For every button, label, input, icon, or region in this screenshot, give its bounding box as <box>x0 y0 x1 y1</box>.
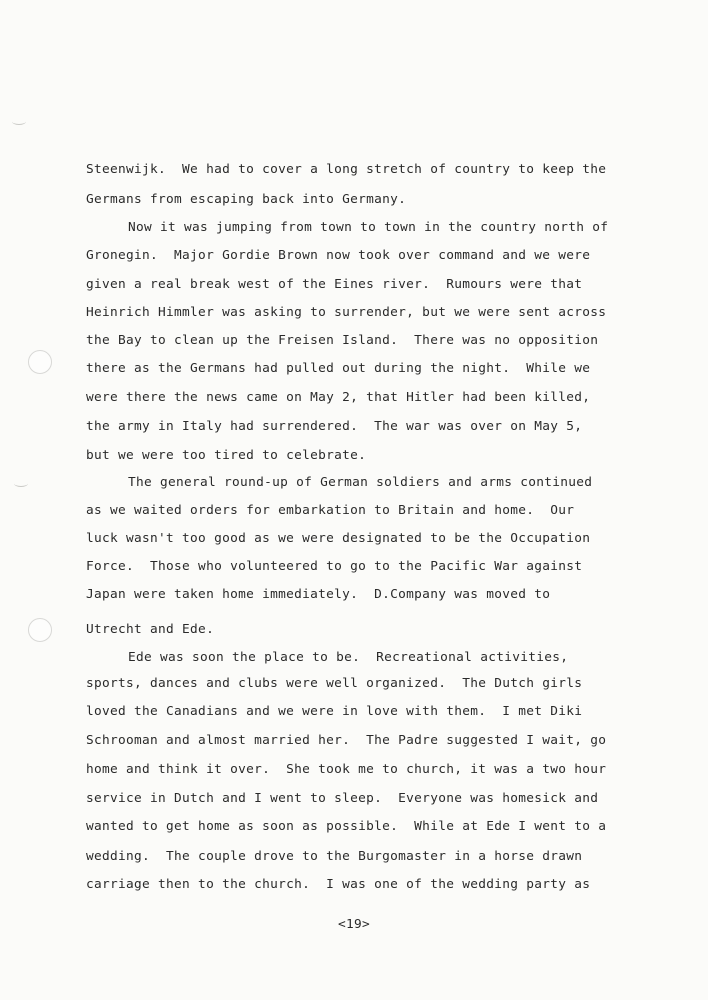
text-line: were there the news came on May 2, that Hitler had been killed, <box>86 390 591 405</box>
punch-hole <box>28 350 52 374</box>
text-line: loved the Canadians and we were in love with them. I met Diki <box>86 704 583 719</box>
text-line: there as the Germans had pulled out during the night. While we <box>86 361 591 376</box>
left-margin-mark <box>14 480 28 487</box>
text-line: Ede was soon the place to be. Recreational activities, <box>128 650 569 665</box>
text-line: Force. Those who volunteered to go to the Pacific War against <box>86 559 583 574</box>
text-line: wedding. The couple drove to the Burgomaster in a horse drawn <box>86 849 583 864</box>
page-number: <19> <box>337 917 371 932</box>
text-line: The general round-up of German soldiers and arms continued <box>128 475 593 490</box>
text-line: the Bay to clean up the Freisen Island. There was no opposition <box>86 333 599 348</box>
text-line: Gronegin. Major Gordie Brown now took over command and we were <box>86 248 591 263</box>
text-line: sports, dances and clubs were well organized. The Dutch girls <box>86 676 583 691</box>
text-line: wanted to get home as soon as possible. While at Ede I went to a <box>86 819 607 834</box>
text-line: Utrecht and Ede. <box>86 622 215 637</box>
left-margin-mark <box>12 118 26 125</box>
text-line: but we were too tired to celebrate. <box>86 448 367 463</box>
text-line: Germans from escaping back into Germany. <box>86 192 407 207</box>
text-line: carriage then to the church. I was one of the wedding party as <box>86 877 591 892</box>
text-line: home and think it over. She took me to church, it was a two hour <box>86 762 607 777</box>
text-line: Heinrich Himmler was asking to surrender, but we were sent across <box>86 305 607 320</box>
text-line: Schrooman and almost married her. The Padre suggested I wait, go <box>86 733 607 748</box>
punch-hole <box>28 618 52 642</box>
text-line: given a real break west of the Eines river. Rumours were that <box>86 277 583 292</box>
text-line: Now it was jumping from town to town in the country north of <box>128 220 609 235</box>
text-line: Steenwijk. We had to cover a long stretch of country to keep the <box>86 162 607 177</box>
text-line: Japan were taken home immediately. D.Company was moved to <box>86 587 551 602</box>
text-line: the army in Italy had surrendered. The war was over on May 5, <box>86 419 583 434</box>
text-line: luck wasn't too good as we were designated to be the Occupation <box>86 531 591 546</box>
text-line: service in Dutch and I went to sleep. Everyone was homesick and <box>86 791 599 806</box>
text-line: as we waited orders for embarkation to Britain and home. Our <box>86 503 575 518</box>
